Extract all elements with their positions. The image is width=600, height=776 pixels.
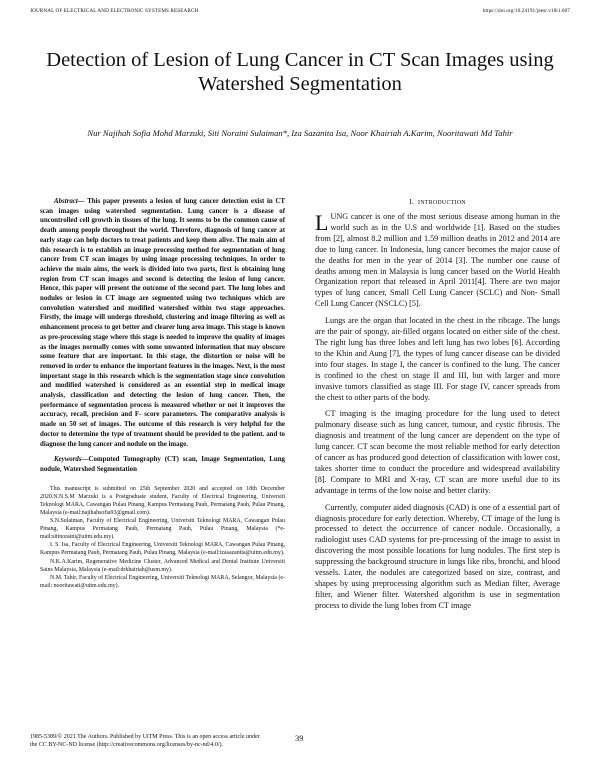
section-title: INTRODUCTION	[418, 200, 466, 206]
paper-title: Detection of Lesion of Lung Cancer in CT Scan Images using Watershed Segmentation	[46, 49, 554, 95]
intro-paragraph: Lungs are the organ that located in the chest in the ribcage. The lungs are the pair of spongy, air-filled organs located on either side of the chest. The right lung has three lobes and left lung has two lobes [6]. According to the Khin and Aung [7], the types of lung cancer disease can be divided into four stages. In stage I, the cancer is confined to the lung. The cancer is confined to the chest on stage II and III, but with larger and more invasive tumors classified as stage III. For stage IV, cancer spreads from the chest to other parts of the body.	[315, 316, 560, 402]
abstract-label: Abstract	[54, 198, 78, 205]
section-heading	[315, 197, 560, 206]
footnote-item: N.M. Tahir, Faculty of Electrical Engineering, Universiti Teknologi MARA, Selangor, Malaysia (e-mail: nooritawati@uitm.edu.my).	[40, 574, 285, 589]
footnote-item: S.N.Sulaiman, Faculty of Electrical Engineering, Universiti Teknologi MARA, Cawangan Pulau Pinang, Kampus Permatang Pauh, Permatang Pauh, Pulau Pinang, Malaysia (*e-mail:sitinoraini@uitm.edu.my).	[40, 518, 285, 541]
intro-paragraph	[315, 212, 560, 310]
journal-name: JOURNAL OF ELECTRICAL AND ELECTRONIC SYSTEMS RESEARCH	[30, 8, 199, 14]
footnote-item: I. S. Isa, Faculty of Electrical Engineering, Universiti Teknologi MARA, Cawangan Pulau Pinang, Kampus Permatang Pauh, Permatang Pauh, Pulau Pinang, Malaysia (e-mail:izasazanita@uitm.edu.my).	[40, 542, 285, 557]
intro-paragraph: CT imaging is the imaging procedure for the lung used to detect pulmonary disease such as lung cancer, tumour, and cystic fibrosis. The diagnosis and treatment of the lung cancer are dependent on the type of lung cancer. CT scan become the most reliable method for early detection of cancer as has produced good detection of classification with lower cost, takes shorter time to conduct the procedure and widespread availability [8]. Compare to MRI and X-ray, CT scan are more useful due to its advantage in terms of the low noise and better clarity.	[315, 409, 560, 495]
right-column	[315, 197, 560, 618]
drop-cap: L	[315, 210, 329, 235]
keywords-text: Computed Tomography (CT) scan, Image Segmentation, Lung nodule, Watershed Segmentation	[40, 456, 285, 473]
keywords: Keywords—Computed Tomography (CT) scan, Image Segmentation, Lung nodule, Watershed Segmentation	[40, 456, 285, 473]
keywords-label: Keywords	[54, 456, 82, 464]
abstract: Abstract— This paper presents a lesion of lung cancer detection exist in CT scan images using watershed segmentation. Lung cancer is a disease of uncontrolled cell growth in tissues of the lung. It seems to be the common cause of death among people throughout the world. Therefore, diagnosis of lung cancer at early stage can help doctors to treat patients and keep them alive. The main aim of this research is to establish an image processing method for segmentation of lung cancer from CT scan images by using image processing techniques. In order to achieve the main aims, the work is divided into two parts, first is obtaining lung region from CT scan images and second is detecting the lesion of lung cancer. Hence, this paper will present the outcome of the second part. The lung lobes and nodules or lesion in CT image are segmented using two techniques which are convolution watershed and modified watershed within two stage approaches. Firstly, the image will undergo threshold, clustering and image filtering as well as enhancement process to get better and clearer lung area image. This stage is known as pre-processing stage where this stage is needed to improve the quality of images as the images normally comes with some unwanted information that may obscure some feature that are important. In this stage, the distortion or noise will be removed in order to enhance the important features in the images. Next, is the most important stage in this research which is the segmentation stage since convolution and modified watershed is considered as an essential step in medical image analysis, classification and detecting the lesion of lung cancer. Then, the performance of segmentation process is measured whether or not it improves the accuracy, recall, precision and F- score parameters. The comparative analysis is made on 50 set of images. The outcome of this research is very helpful for the doctor to determine the type of treatment should be provided to the patient. and to diagnose the lung cancer and nodule on the image.	[40, 198, 285, 448]
page-number: 39	[295, 734, 304, 743]
abstract-text: This paper presents a lesion of lung cancer detection exist in CT scan images using watershed segmentation. Lung cancer is a disease of uncontrolled cell growth in tissues of the lung. It seems to be the common cause of death among people throughout the world. Therefore, diagnosis of lung cancer at early stage can help doctors to treat patients and keep them alive. The main aim of this research is to establish an image processing method for segmentation of lung cancer from CT scan images by using image processing techniques. In order to achieve the main aims, the work is divided into two parts, first is obtaining lung region from CT scan images and second is detecting the lesion of lung cancer. Hence, this paper will present the outcome of the second part. The lung lobes and nodules or lesion in CT image are segmented using two techniques which are convolution watershed and modified watershed within two stage approaches. Firstly, the image will undergo threshold, clustering and image filtering as well as enhancement process to get better and clearer lung area image. This stage is known as pre-processing stage where this stage is needed to improve the quality of images as the images normally comes with some unwanted information that may obscure some feature that are important. In this stage, the distortion or noise will be removed in order to enhance the important features in the images. Next, is the most important stage in this research which is the segmentation stage since convolution and modified watershed is considered as an essential step in medical image analysis, classification and detecting the lesion of lung cancer. Then, the performance of segmentation process is measured whether or not it improves the accuracy, recall, precision and F- score parameters. The comparative analysis is made on 50 set of images. The outcome of this research is very helpful for the doctor to determine the type of treatment should be provided to the patient. and to diagnose the lung cancer and nodule on the image.	[40, 198, 285, 448]
intro-paragraph-text: UNG cancer is one of the most serious disease among human in the world such as in the U.S and worldwide [1]. Based on the studies from [2], almost 8.2 million and 1.59 million deaths in 2012 and 2014 are due to lung cancer. In Indonesia, lung cancer becomes the major cause of the deaths for men in the year of 2014 [3]. The number one cause of deaths among men in Malaysia is lung cancer based on the World Health Organization report that released in April 2011[4]. There are two major types of lung cancer, Small Cell Lung Cancer (SCLC) and Non- Small Cell Lung Cancer (NSCLC) [5].	[315, 212, 560, 309]
running-header	[30, 8, 570, 18]
left-column	[40, 197, 285, 590]
footnote-item: This manuscript is submitted on 25th September 2020 and accepted on 18th December 2020.N.N.S.M Marzuki is a Postgraduate student, Faculty of Electrical Engineering, Universiti Teknologi MARA, Cawangan Pulau Pinang, Kampus Permatang Pauh, Permatang Pauh, Pulau Pinang, Malaysia (e-mail:najihahsofia93@gmail.com).	[40, 485, 285, 516]
footnotes	[40, 485, 285, 590]
footnote-item: N.K.A.Karim, Regenerative Medicine Cluster, Advanced Medical and Dental Institute Universiti Sains Malaysia, Malaysia (e-mail:drkhairiah@usm.my).	[40, 558, 285, 573]
license-notice: 1985-5389/© 2021 The Authors. Published by UiTM Press. This is an open access article under the CC BY-NC-ND license (http://creativecommons.org/licenses/by-nc-nd/4.0/).	[30, 734, 260, 748]
section-number: I.	[409, 197, 414, 206]
intro-paragraph: Currently, computer aided diagnosis (CAD) is one of a essential part of diagnosis procedure for early detection. Whereby, CT image of the lung is processed to detect the occurrence of cancer nodule. Occasionally, a radiologist uses CAD systems for pre-processing of the image to assist in discovering the most possible locations for lung nodules. The first step is suppressing the background structure in lungs like ribs, bronchi, and blood vessels. Later, the nodules are categorized based on size, contrast, and shapes by using preprocessing algorithm such as Median filter, Average filter, and Wiener filter. Watershed algorithm is use in segmentation process to divide the lung lobes from CT image	[315, 502, 560, 610]
doi-link[interactable]: https://doi.org/10.24191/jeesr.v18i1.007	[482, 8, 570, 14]
author-list: Nur Najihah Sofia Mohd Marzuki, Siti Noraini Sulaiman*, Iza Sazanita Isa, Noor Khairiah A.Karim, Nooritawati Md Tahir	[87, 128, 513, 138]
